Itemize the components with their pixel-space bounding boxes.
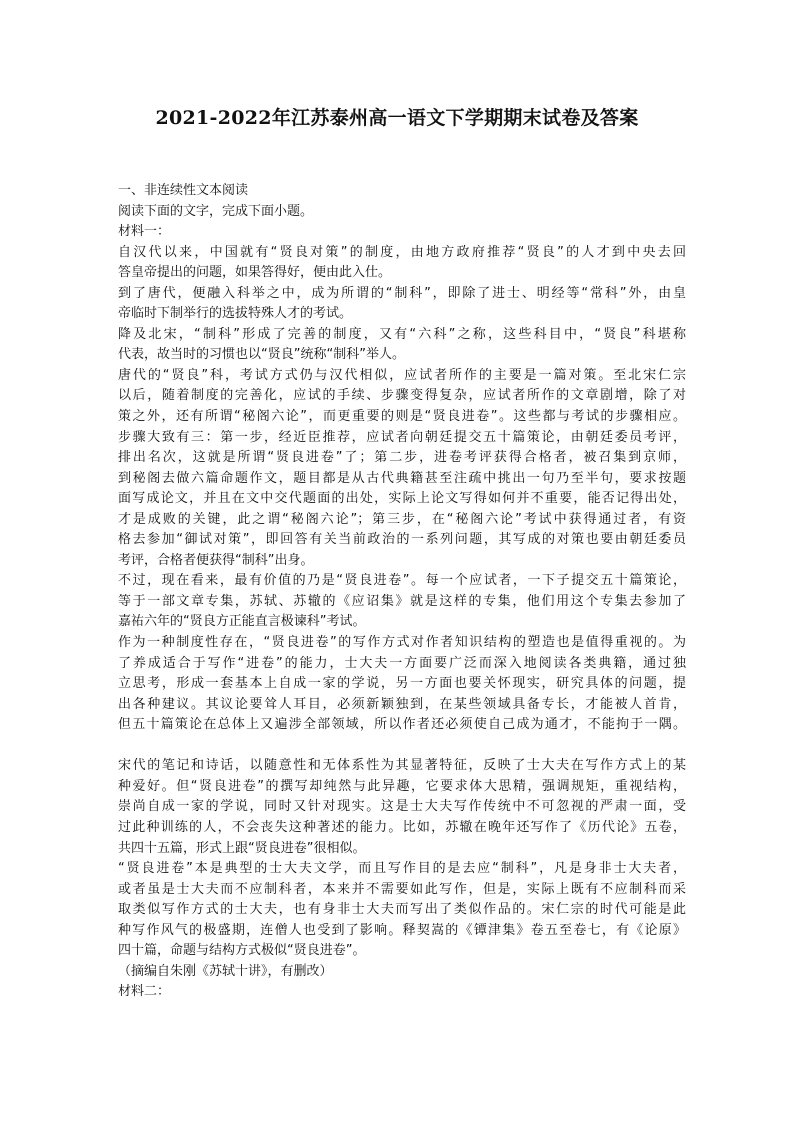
text-line: 作为一种制度性存在，“贤良进卷”的写作方式对作者知识结构的塑造也是值得重视的。为 <box>118 635 686 651</box>
text-line: 考评，合格者便获得“制科”出身。 <box>118 552 314 568</box>
text-line: 降及北宋，“制科”形成了完善的制度，又有“六科”之称，这些科目中，“贤良”科堪称 <box>118 326 686 342</box>
text-line: 种爱好。但“贤良进卷”的撰写却纯然与此异趣，它要求体大思精，强调规矩，重视结构， <box>118 778 686 794</box>
text-line: 排出名次，这就是所谓“贤良进卷”了；第二步，进卷考评获得合格者，被召集到京师， <box>118 450 686 466</box>
text-line: 帝临时下制举行的选拔特殊人才的考试。 <box>118 306 353 322</box>
text-line: 共四十五篇，形式上跟“贤良进卷”很相似。 <box>118 840 366 856</box>
text-line: 过此种训练的人，不会丧失这种著述的能力。比如，苏辙在晚年还写作了《历代论》五卷， <box>118 819 686 835</box>
text-line: 代表，故当时的习惯也以“贤良”统称“制科”举人。 <box>118 347 405 363</box>
text-line: 到了唐代，便融入科举之中，成为所谓的“制科”，即除了进士、明经等“常科”外，由皇 <box>118 285 686 301</box>
document-body <box>118 181 686 1003</box>
text-line: 才是成败的关键，此之谓“秘阁六论”；第三步，在“秘阁六论”考试中获得通过者，有资 <box>118 511 686 527</box>
text-line: 材料一： <box>118 224 171 240</box>
text-line: 答皇帝提出的问题，如果答得好，便由此入仕。 <box>118 265 392 281</box>
text-line: 格去参加“御试对策”，即回答有关当前政治的一系列问题，其写成的对策也要由朝廷委员 <box>118 532 686 548</box>
text-line: 策之外，还有所谓“秘阁六论”，而更重要的则是“贤良进卷”。这些都与考试的步骤相应。 <box>118 409 686 425</box>
text-line: 或者虽是士大夫而不应制科者，本来并不需要如此写作，但是，实际上既有不应制科而采 <box>118 881 686 897</box>
text-line: 但五十篇策论在总体上又遍涉全部领域，所以作者还必须使自己成为通才，不能拘于一隅。 <box>118 717 686 733</box>
text-line: 一、非连续性文本阅读 <box>118 183 249 198</box>
text-line: 材料二： <box>118 984 171 1000</box>
text-line: 阅读下面的文字，完成下面小题。 <box>118 203 314 219</box>
text-line: 出各种建议。其议论要耸人耳目，必须新颖独到，在某些领域具备专长，才能被人首肯， <box>118 696 686 712</box>
text-line: “贤良进卷”本是典型的士大夫文学，而且写作目的是去应“制科”，凡是身非士大夫者， <box>118 861 686 877</box>
text-line: 等于一部文章专集，苏轼、苏辙的《应诏集》就是这样的专集，他们用这个专集去参加了 <box>118 593 686 609</box>
text-line: 到秘阁去做六篇命题作文，题目都是从古代典籍甚至注疏中挑出一句乃至半句，要求按题 <box>118 470 686 486</box>
text-line: 以后，随着制度的完善化，应试的手续、步骤变得复杂，应试者所作的文章剧增，除了对 <box>118 388 686 404</box>
text-line: 面写成论文，并且在文中交代题面的出处，实际上论文写得如何并不重要，能否记得出处， <box>118 491 686 507</box>
text-line: 唐代的“贤良”科，考试方式仍与汉代相似，应试者所作的主要是一篇对策。至北宋仁宗 <box>118 367 686 383</box>
text-line: 立思考，形成一套基本上自成一家的学说，另一方面也要关怀现实，研究具体的问题，提 <box>118 676 686 692</box>
text-line: 四十篇，命题与结构方式极似“贤良进卷”。 <box>118 943 366 959</box>
text-line: 步骤大致有三：第一步，经近臣推荐，应试者向朝廷提交五十篇策论，由朝廷委员考评， <box>118 429 686 445</box>
text-line: 种写作风气的极盛期，连僧人也受到了影响。释契嵩的《镡津集》卷五至卷七，有《论原》 <box>118 922 686 938</box>
text-line: 取类似写作方式的士大夫，也有身非士大夫而写出了类似作品的。宋仁宗的时代可能是此 <box>118 902 686 918</box>
document-title: 2021-2022年江苏泰州高一语文下学期期末试卷及答案 <box>155 107 639 129</box>
text-line: （摘编自朱刚《苏轼十讲》，有删改） <box>118 963 333 979</box>
text-line: 崇尚自成一家的学说，同时又针对现实。这是士大夫写作传统中不可忽视的严肃一面，受 <box>118 799 686 815</box>
paragraph-gap <box>118 736 686 757</box>
text-line: 不过，现在看来，最有价值的乃是“贤良进卷”。每一个应试者，一下子提交五十篇策论， <box>118 573 686 589</box>
text-line: 了养成适合于写作“进卷”的能力，士大夫一方面要广泛而深入地阅读各类典籍，通过独 <box>118 655 686 671</box>
text-line: 自汉代以来，中国就有“贤良对策”的制度，由地方政府推荐“贤良”的人才到中央去回 <box>118 244 686 260</box>
text-line: 宋代的笔记和诗话，以随意性和无体系性为其显著特征，反映了士大夫在写作方式上的某 <box>118 758 686 774</box>
text-line: 嘉祐六年的“贤良方正能直言极谏科”考试。 <box>118 614 366 630</box>
